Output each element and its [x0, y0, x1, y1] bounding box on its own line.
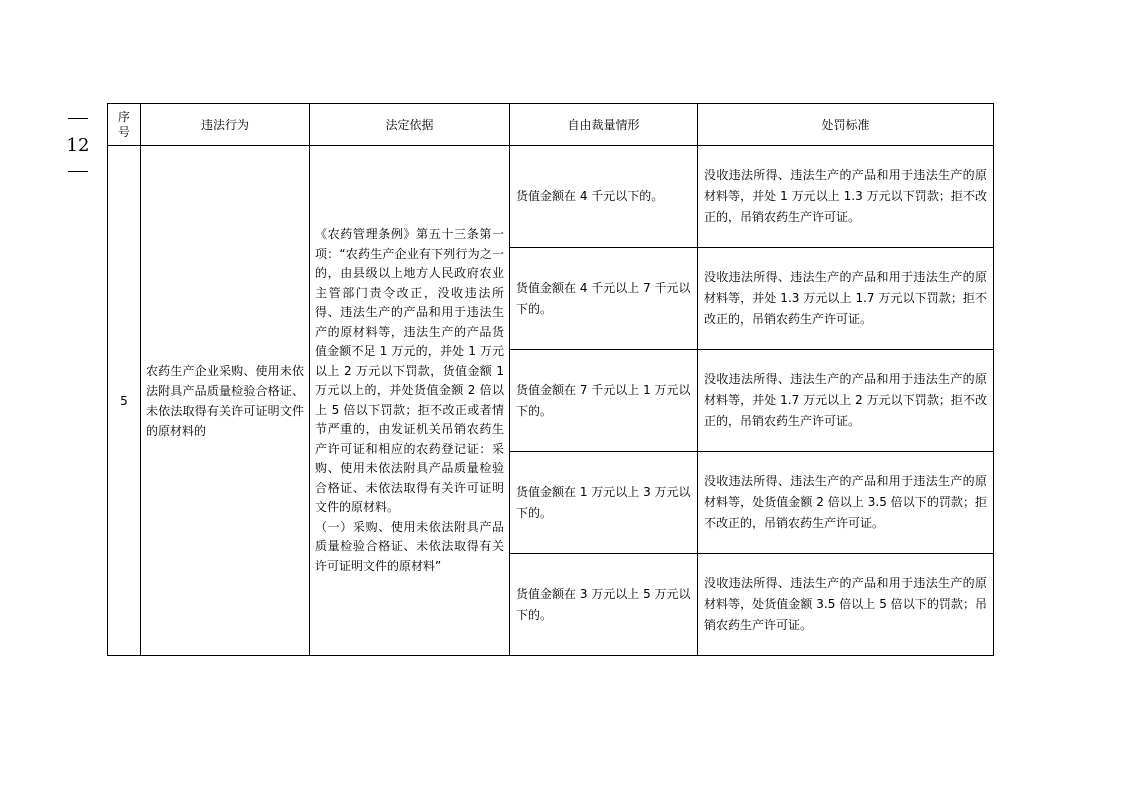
- situation-cell: 货值金额在 1 万元以上 3 万元以下的。: [510, 452, 698, 554]
- row-seq: 5: [108, 146, 141, 656]
- situation-cell: 货值金额在 4 千元以下的。: [510, 146, 698, 248]
- header-seq-line1: 序: [117, 109, 130, 124]
- row-violation: 农药生产企业采购、使用未依法附具产品质量检验合格证、未依法取得有关许可证明文件的原材料的: [141, 146, 310, 656]
- header-seq-line2: 号: [117, 124, 130, 139]
- header-seq: [108, 104, 141, 146]
- page-number: 12: [66, 135, 90, 156]
- table-header-row: [108, 104, 994, 146]
- page-number-block: [60, 118, 96, 172]
- situation-cell: 货值金额在 3 万元以上 5 万元以下的。: [510, 554, 698, 656]
- page-number-dash-bottom: [68, 171, 88, 172]
- penalty-cell: 没收违法所得、违法生产的产品和用于违法生产的原材料等，并处 1.3 万元以上 1.7 万元以下罚款；拒不改正的，吊销农药生产许可证。: [698, 248, 994, 350]
- situation-cell: 货值金额在 7 千元以上 1 万元以下的。: [510, 350, 698, 452]
- header-penalty-standard: 处罚标准: [698, 104, 994, 146]
- penalty-cell: 没收违法所得、违法生产的产品和用于违法生产的原材料等，并处 1 万元以上 1.3 万元以下罚款；拒不改正的，吊销农药生产许可证。: [698, 146, 994, 248]
- header-discretion-situation: 自由裁量情形: [510, 104, 698, 146]
- header-violation: 违法行为: [141, 104, 310, 146]
- table-row: [108, 146, 994, 248]
- penalty-cell: 没收违法所得、违法生产的产品和用于违法生产的原材料等，处货值金额 3.5 倍以上 5 倍以下的罚款；吊销农药生产许可证。: [698, 554, 994, 656]
- penalty-cell: 没收违法所得、违法生产的产品和用于违法生产的原材料等，并处 1.7 万元以上 2 万元以下罚款；拒不改正的，吊销农药生产许可证。: [698, 350, 994, 452]
- penalty-standard-table: [107, 103, 994, 656]
- legal-basis-paragraph-1: 《农药管理条例》第五十三条第一项：“农药生产企业有下列行为之一的，由县级以上地方人民政府农业主管部门责令改正，没收违法所得、违法生产的产品和用于违法生产的原材料等，违法生产的产品货值金额不足 1 万元的，并处 1 万元以上 2 万元以下罚款，货值金额 1 万元以上的，并处货值金额 2 倍以上 5 倍以下罚款；拒不改正或者情节严重的，由发证机关吊销农药生产许可证和相应的农药登记证：采购、使用未依法附具产品质量检验合格证、未依法取得有关许可证明文件的原材料。: [315, 227, 504, 514]
- penalty-cell: 没收违法所得、违法生产的产品和用于违法生产的原材料等，处货值金额 2 倍以上 3.5 倍以下的罚款；拒不改正的，吊销农药生产许可证。: [698, 452, 994, 554]
- situation-cell: 货值金额在 4 千元以上 7 千元以下的。: [510, 248, 698, 350]
- header-legal-basis: 法定依据: [310, 104, 510, 146]
- legal-basis-paragraph-2: （一）采购、使用未依法附具产品质量检验合格证、未依法取得有关许可证明文件的原材料”: [315, 519, 504, 573]
- row-legal-basis: [310, 146, 510, 656]
- page-number-dash-top: [68, 118, 88, 119]
